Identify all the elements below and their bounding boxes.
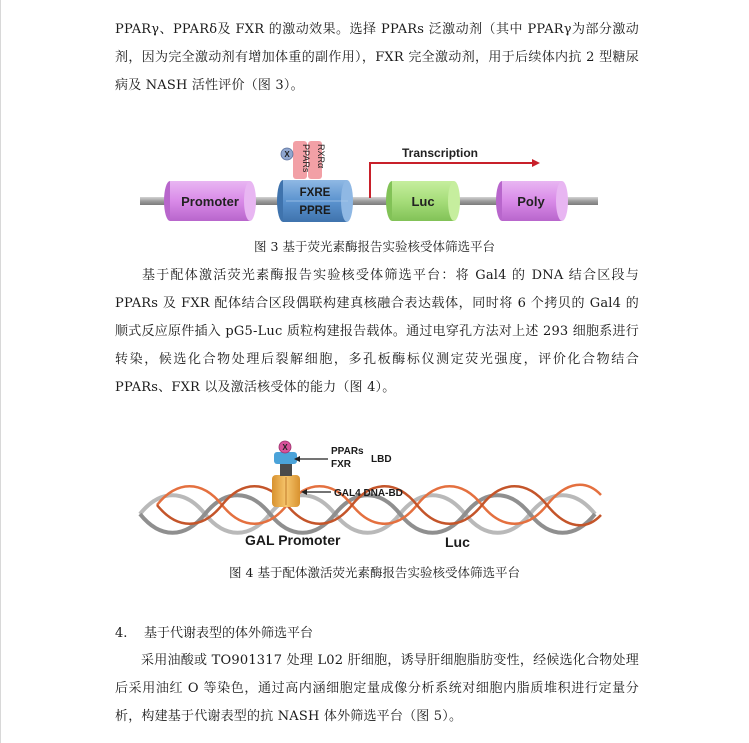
figure-4-caption: 图 4 基于配体激活荧光素酶报告实验核受体筛选平台	[229, 565, 520, 580]
paragraph-metabolic	[115, 647, 639, 731]
paragraph-method	[115, 262, 639, 402]
figure-4-diagram	[135, 435, 615, 555]
ppars-label: PPARs	[301, 144, 311, 173]
poly-label: Poly	[517, 194, 545, 209]
page-edge	[0, 0, 1, 743]
paragraph-metabolic-text: 采用油酸或 TO901317 处理 L02 肝细胞，诱导肝细胞脂肪变性，经候选化合物处理后采用油红 O 等染色，通过高内涵细胞定量成像分析系统对细胞内脂质堆积进行定量分析，构建基于代谢表型的抗 NASH 体外筛选平台（图 5）。	[115, 653, 639, 724]
luc-label: Luc	[445, 534, 470, 550]
paragraph-intro	[115, 16, 639, 100]
gal4-label: GAL4 DNA-BD	[334, 488, 403, 499]
lbd-stem	[280, 463, 292, 476]
paragraph-method-text: 基于配体激活荧光素酶报告实验核受体筛选平台：将 Gal4 的 DNA 结合区段与 PPARs 及 FXR 配体结合区段偶联构建真核融合表达载体，同时将 6 个拷贝的 Gal4 的顺式反应原件插入 pG5-Luc 质粒构建报告载体。通过电穿孔方法对上述 293 细胞系进行转染，候选化合物处理后裂解细胞，多孔板酶标仪测定荧光强度，评价化合物结合 PPARs、FXR 以及激活核受体的能力（图 4）。	[115, 268, 639, 395]
ligand-x-label: X	[282, 443, 288, 452]
paragraph-intro-text: PPARγ、PPARδ及 FXR 的激动效果。选择 PPARs 泛激动剂（其中 PPARγ为部分激动剂，因为完全激动剂有增加体重的副作用），FXR 完全激动剂，用于后续体内抗 2 型糖尿病及 NASH 活性评价（图 3）。	[115, 22, 639, 93]
fxre-label: FXRE	[299, 187, 331, 199]
section-4-number: 4.	[115, 626, 128, 641]
gal-promoter-label: GAL Promoter	[245, 532, 341, 548]
ligand-x-label: X	[284, 150, 290, 159]
section-4-heading	[115, 622, 313, 641]
luc-label: Luc	[411, 194, 435, 209]
transcription-label: Transcription	[402, 146, 479, 160]
lbd-cup	[274, 452, 297, 464]
rxra-label: RXRα	[316, 144, 326, 169]
section-4-title: 基于代谢表型的体外筛选平台	[143, 626, 313, 641]
ppre-label: PPRE	[299, 205, 331, 217]
fxr-label: FXR	[331, 459, 351, 470]
transcription-arrowhead	[532, 159, 540, 167]
figure-3-diagram	[130, 136, 610, 232]
promoter-label: Promoter	[181, 194, 239, 209]
ppars-label: PPARs	[331, 446, 364, 457]
lbd-label: LBD	[371, 454, 392, 465]
figure-3-caption: 图 3 基于荧光素酶报告实验核受体筛选平台	[254, 239, 495, 254]
